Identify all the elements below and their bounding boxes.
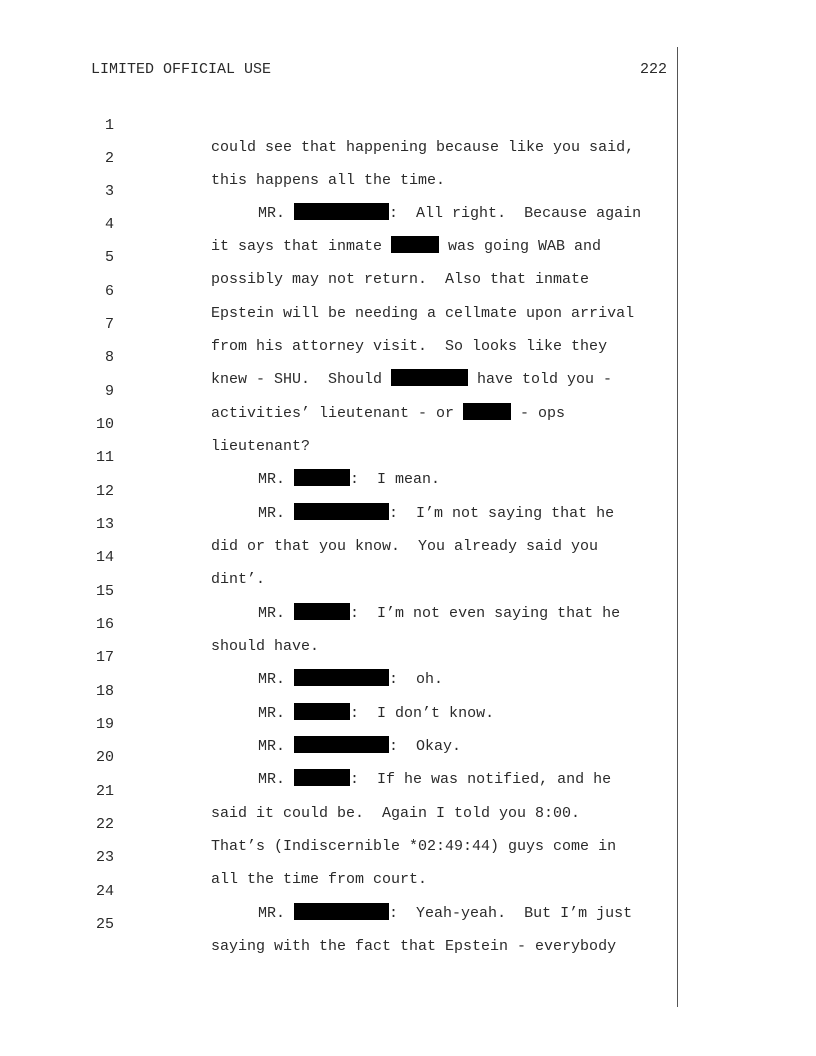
text-segment: activities’ lieutenant - or <box>211 405 464 422</box>
line-number: 21 <box>95 783 114 800</box>
line-number: 14 <box>95 549 114 566</box>
text-segment: have told you - <box>468 371 613 388</box>
transcript-line <box>0 292 816 355</box>
line-text: all the time from court. <box>211 871 428 888</box>
speaker-colon: : <box>350 705 360 722</box>
spoken-text: Yeah-yeah. But I’m just <box>398 905 633 922</box>
line-number: 11 <box>95 449 114 466</box>
classification-marking: LIMITED OFFICIAL USE <box>91 61 272 78</box>
line-number: 17 <box>95 649 114 666</box>
speaker-prefix: MR. <box>258 705 286 722</box>
transcript-line <box>0 525 816 588</box>
line-text: did or that you know. You already said you <box>211 538 599 555</box>
transcript-line <box>0 892 816 955</box>
spoken-text: I’m not saying that he <box>398 505 615 522</box>
speaker-colon: : <box>389 205 399 222</box>
line-number: 7 <box>104 316 114 333</box>
line-number: 24 <box>95 883 114 900</box>
speaker-prefix: MR. <box>258 471 286 488</box>
line-number: 23 <box>95 849 114 866</box>
line-number: 3 <box>104 183 114 200</box>
line-number: 8 <box>104 349 114 366</box>
text-segment: was going WAB and <box>439 238 602 255</box>
transcript-line <box>0 159 816 222</box>
transcript-line <box>0 792 816 855</box>
speaker-prefix: MR. <box>258 505 286 522</box>
line-number: 20 <box>95 749 114 766</box>
line-number: 1 <box>104 117 114 134</box>
transcript-line <box>0 425 816 488</box>
text-segment: knew - SHU. Should <box>211 371 392 388</box>
speaker-colon: : <box>389 905 399 922</box>
line-number: 15 <box>95 583 114 600</box>
transcript-line <box>0 492 816 555</box>
speaker-colon: : <box>350 771 360 788</box>
transcript-line <box>0 259 816 322</box>
transcript-line <box>0 592 816 655</box>
line-number: 13 <box>95 516 114 533</box>
transcript-line <box>0 859 816 922</box>
transcript-line <box>0 659 816 722</box>
line-number: 10 <box>95 416 114 433</box>
spoken-text: Okay. <box>398 738 462 755</box>
spoken-text: If he was notified, and he <box>359 771 612 788</box>
line-number: 12 <box>95 483 114 500</box>
speaker-colon: : <box>389 671 399 688</box>
line-number: 25 <box>95 916 114 933</box>
speaker-prefix: MR. <box>258 738 286 755</box>
line-text: from his attorney visit. So looks like they <box>211 338 608 355</box>
line-number: 16 <box>95 616 114 633</box>
line-text: saying with the fact that Epstein - everybody <box>211 938 617 955</box>
line-number: 5 <box>104 249 114 266</box>
transcript-line <box>0 825 816 888</box>
transcript-line <box>0 93 816 156</box>
line-text: this happens all the time. <box>211 172 446 189</box>
transcript-line <box>0 625 816 688</box>
spoken-text: oh. <box>398 671 444 688</box>
line-text: should have. <box>211 638 320 655</box>
spoken-text: I don’t know. <box>359 705 495 722</box>
line-text: dint’. <box>211 571 266 588</box>
spoken-text: All right. Because again <box>398 205 642 222</box>
line-number: 18 <box>95 683 114 700</box>
text-segment: - ops <box>511 405 566 422</box>
transcript-line <box>0 559 816 622</box>
transcript-line <box>0 359 816 422</box>
transcript-line <box>0 225 816 288</box>
speaker-prefix: MR. <box>258 671 286 688</box>
speaker-prefix: MR. <box>258 771 286 788</box>
line-text: Epstein will be needing a cellmate upon arrival <box>211 305 635 322</box>
speaker-colon: : <box>350 605 360 622</box>
line-number: 19 <box>95 716 114 733</box>
transcript-line <box>0 192 816 255</box>
speaker-prefix: MR. <box>258 905 286 922</box>
transcript-line <box>0 325 816 388</box>
speaker-colon: : <box>389 738 399 755</box>
speaker-colon: : <box>350 471 360 488</box>
line-text: possibly may not return. Also that inmate <box>211 271 590 288</box>
line-text: That’s (Indiscernible *02:49:44) guys come in <box>211 838 617 855</box>
line-number: 9 <box>104 383 114 400</box>
speaker-prefix: MR. <box>258 205 286 222</box>
transcript-line <box>0 759 816 822</box>
transcript-line <box>0 725 816 788</box>
page-number: 222 <box>639 61 667 78</box>
line-text: could see that happening because like you said, <box>211 139 635 156</box>
line-text: said it could be. Again I told you 8:00. <box>211 805 581 822</box>
line-number: 6 <box>104 283 114 300</box>
text-segment: it says that inmate <box>211 238 392 255</box>
line-number: 4 <box>104 216 114 233</box>
transcript-line <box>0 392 816 455</box>
transcript-line <box>0 459 816 522</box>
transcript-line <box>0 126 816 189</box>
spoken-text: I’m not even saying that he <box>359 605 621 622</box>
line-number: 22 <box>95 816 114 833</box>
line-number: 2 <box>104 150 114 167</box>
speaker-prefix: MR. <box>258 605 286 622</box>
speaker-colon: : <box>389 505 399 522</box>
spoken-text: I mean. <box>359 471 441 488</box>
line-text: lieutenant? <box>211 438 311 455</box>
transcript-line <box>0 692 816 755</box>
